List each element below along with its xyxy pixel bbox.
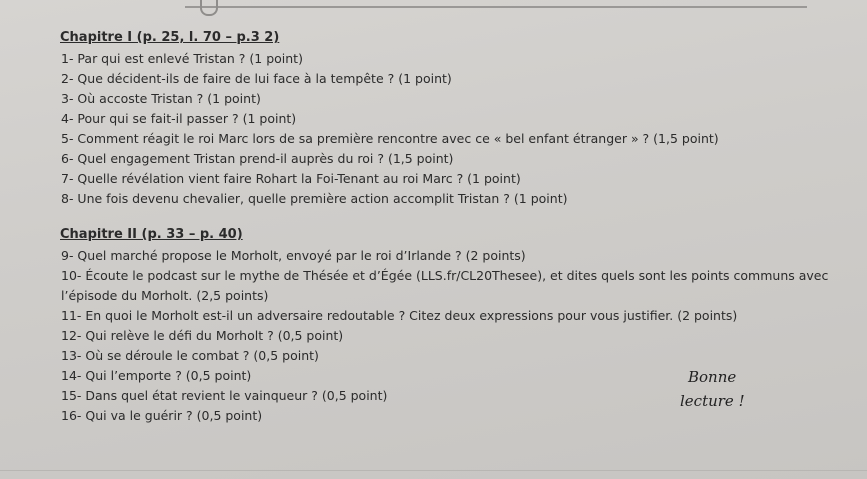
question-8: 8- Une fois devenu chevalier, quelle première action accomplit Tristan ? (1 point) (61, 191, 568, 206)
question-7: 7- Quelle révélation vient faire Rohart la Foi-Tenant au roi Marc ? (1 point) (61, 171, 521, 186)
question-16: 16- Qui va le guérir ? (0,5 point) (61, 408, 263, 423)
worksheet (30, 30, 850, 426)
chapter2-heading: Chapitre II (p. 33 – p. 40) (60, 227, 243, 242)
question-4: 4- Pour qui se fait-il passer ? (1 point) (61, 111, 297, 126)
chapter1-heading: Chapitre I (p. 25, l. 70 – p.3 2) (60, 30, 280, 45)
question-9: 9- Quel marché propose le Morholt, envoyé par le roi d’Irlande ? (2 points) (61, 248, 526, 263)
page-top-rule (185, 6, 807, 8)
question-1: 1- Par qui est enlevé Tristan ? (1 point) (61, 51, 303, 66)
question-13: 13- Où se déroule le combat ? (0,5 point) (61, 348, 319, 363)
question-12: 12- Qui relève le défi du Morholt ? (0,5 point) (61, 328, 344, 343)
question-10: 10- Écoute le podcast sur le mythe de Thésée et d’Égée (LLS.fr/CL20Thesee), et dites quels sont les points communs avec l’épisode du Morholt. (2,5 points) (61, 268, 829, 303)
page-bottom-rule (0, 470, 867, 471)
question-2: 2- Que décident-ils de faire de lui face à la tempête ? (1 point) (61, 71, 452, 86)
handwritten-note-line2: lecture ! (680, 392, 745, 410)
question-5: 5- Comment réagit le roi Marc lors de sa première rencontre avec ce « bel enfant étranger » ? (1,5 point) (61, 131, 719, 146)
handwritten-note-line1: Bonne (688, 368, 737, 386)
question-14: 14- Qui l’emporte ? (0,5 point) (61, 368, 252, 383)
question-6: 6- Quel engagement Tristan prend-il auprès du roi ? (1,5 point) (61, 151, 454, 166)
question-11: 11- En quoi le Morholt est-il un adversaire redoutable ? Citez deux expressions pour vous justifier. (2 points) (61, 308, 738, 323)
question-15: 15- Dans quel état revient le vainqueur ? (0,5 point) (61, 388, 388, 403)
binder-notch (200, 0, 218, 16)
question-3: 3- Où accoste Tristan ? (1 point) (61, 91, 261, 106)
